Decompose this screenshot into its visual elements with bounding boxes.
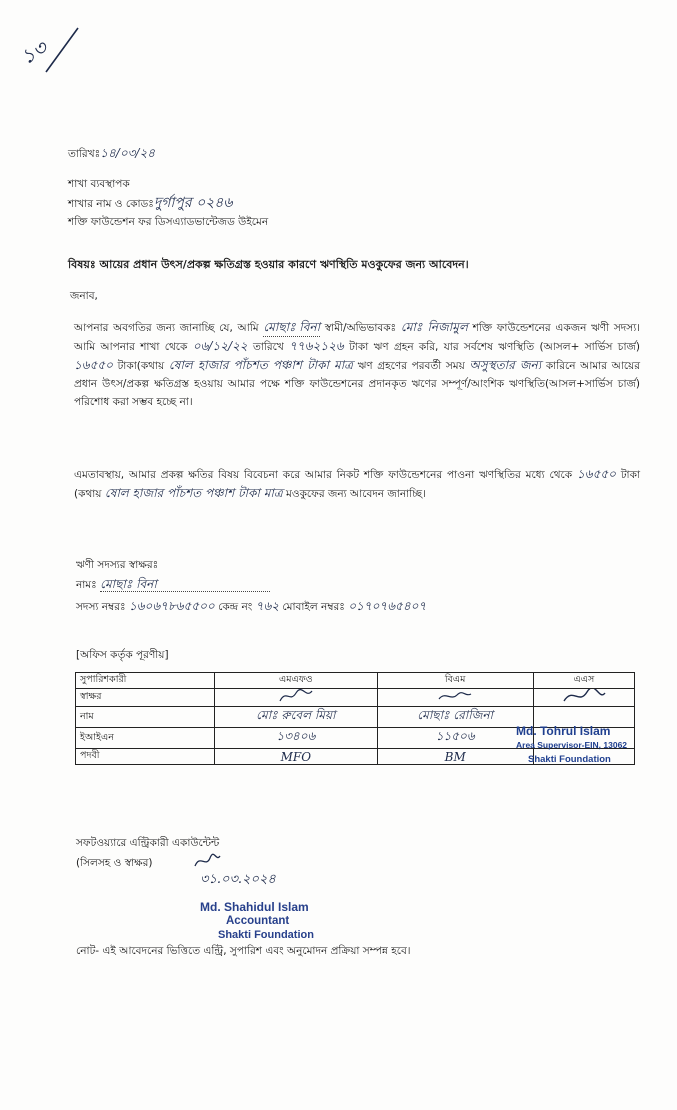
accountant-stamp-org: Shakti Foundation <box>218 929 314 941</box>
p1-text-3: শক্তি ফাউন্ডেশনের একজন ঋণী সদস্য। আমি আপনার শাখা থেকে <box>74 322 641 353</box>
accountant-date: ৩১.০৩.২০২৪ <box>200 872 276 887</box>
p1-text-8: কারিনে আমার আয়ের প্রধান উৎস/প্রকল্প ক্ষতিগ্রস্ত হওয়ায় আমার পক্ষে শক্তি ফাউন্ডেশনের প্রদানকৃত ঋণের সম্পূর্ণ/আংশিক ঋণস্থিতি(আসল+সার্ভিস চার্জ) পরিশোধ করা সম্ভব হচ্ছে না। <box>74 360 640 408</box>
branch-label: শাখার নাম ও কোডঃ <box>68 198 154 210</box>
as-signature <box>533 689 634 707</box>
borrower-signature-label: ঋণী সদস্যর স্বাক্ষরঃ <box>76 559 159 571</box>
row-label: ইআইএন <box>76 728 215 749</box>
mobile-no: ০১৭০৭৬৫৪০৭ <box>348 599 427 613</box>
balance-amount: ১৬৫৫০ <box>74 358 113 372</box>
mfo-signature <box>215 689 378 707</box>
header-recommender: সুপারিশকারী <box>76 673 215 689</box>
header-mfo: এমএফও <box>215 673 378 689</box>
signature-scribble-icon <box>276 689 316 703</box>
mfo-ein: ১৩৪০৬ <box>215 728 378 749</box>
accountant-stamp-name: Md. Shahidul Islam <box>200 900 309 914</box>
center-label: কেন্দ্র নং <box>218 601 253 613</box>
row-label: নাম <box>76 707 215 728</box>
mfo-name: মোঃ রুবেল মিয়া <box>215 707 378 728</box>
bm-ein: ১১৫০৬ <box>377 728 533 749</box>
waiver-in-words: ষোল হাজার পাঁচশত পঞ্চাশ টাকা মাত্র <box>104 486 283 500</box>
table-header-row <box>76 673 635 689</box>
as-stamp-title: Area Supervisor-EIN, 13062 <box>516 740 628 750</box>
balance-in-words: ষোল হাজার পাঁচশত পঞ্চাশ টাকা মাত্র <box>168 358 354 372</box>
waiver-amount: ১৬৫৫০ <box>576 467 616 481</box>
p1-text-2: স্বামী/অভিভাবকঃ <box>324 322 397 334</box>
member-no-label: সদস্য নম্বরঃ <box>76 601 126 613</box>
mobile-label: মোবাইল নম্বরঃ <box>282 601 345 613</box>
row-label: পদবী <box>76 749 215 765</box>
table-row-signature <box>76 689 635 707</box>
bm-name: মোছাঃ রোজিনা <box>377 707 533 728</box>
p2-text-3: মওকুফের জন্য আবেদন জানাচ্ছি। <box>286 488 426 500</box>
loan-amount: ৭৭৬২১২৬ <box>289 339 344 353</box>
borrower-name-label: নামঃ <box>76 579 97 591</box>
organization-name: শক্তি ফাউন্ডেশন ফর ডিসএ্যাডভান্টেজড উইমেন <box>68 216 269 228</box>
member-info-line <box>76 599 426 614</box>
as-stamp-org: Shakti Foundation <box>528 754 611 765</box>
row-label: স্বাক্ষর <box>76 689 215 707</box>
paragraph-main <box>74 318 640 411</box>
loan-date: ০৬/১২/২২ <box>192 339 248 353</box>
p1-text-4: তারিখে <box>252 341 284 353</box>
accountant-title: সফটওয়্যারে এন্ট্রিকারী একাউন্টেন্ট <box>76 837 220 849</box>
signature-scribble-icon <box>561 689 607 703</box>
branch-value: দুর্গাপুর ০২৪৬ <box>153 195 233 211</box>
as-stamp-name: Md. Tohrul Islam <box>516 724 611 738</box>
office-section-title: [অফিস কর্তৃক পূরণীয়] <box>76 649 169 661</box>
salutation: জনাব, <box>70 290 98 302</box>
accountant-stamp-title: Accountant <box>226 915 290 927</box>
header-as: এএস <box>533 673 634 689</box>
subject-line: বিষয়ঃ আয়ের প্রধান উৎস/প্রকল্প ক্ষতিগ্রস্ত হওয়ার কারণে ঋণস্থিতি মওকুফের জন্য আবেদন। <box>68 258 469 271</box>
header-bm: বিএম <box>377 673 533 689</box>
p1-text-5: টাকা ঋণ গ্রহন করি, যার সর্বশেষ ঋণস্থিতি (আসল+ সার্ভিস চার্জ) <box>349 341 640 353</box>
paragraph-request <box>74 465 640 503</box>
member-no: ১৬০৬৭৮৬৫৫০০ <box>128 599 215 613</box>
accountant-signature-icon <box>192 852 222 870</box>
date-label: তারিখঃ <box>68 148 101 160</box>
addressee-title: শাখা ব্যবস্থাপক <box>68 178 130 190</box>
bm-signature <box>377 689 533 707</box>
corner-stroke-icon <box>42 26 82 76</box>
p2-text-1: এমতাবস্থায়, আমার প্রকল্প ক্ষতির বিষয় বিবেচনা করে আমার নিকট শক্তি ফাউন্ডেশনের পাওনা ঋণস্থিতির মধ্যে থেকে <box>74 469 573 481</box>
center-no: ৭৬২ <box>255 599 280 613</box>
guardian-name: মোঃ নিজামুল <box>400 320 468 334</box>
applicant-name: মোছাঃ বিনা <box>263 318 320 337</box>
loss-reason: অসুস্থতার জন্য <box>469 358 542 372</box>
borrower-name: মোছাঃ বিনা <box>100 577 270 592</box>
note-line: নোট- এই আবেদনের ভিত্তিতে এন্ট্রি, সুপারিশ এবং অনুমোদন প্রক্রিয়া সম্পন্ন হবে। <box>76 945 411 957</box>
corner-mark: ১৩ <box>16 35 51 70</box>
branch-line <box>68 196 232 211</box>
bm-designation: BM <box>377 749 533 765</box>
mfo-designation: MFO <box>215 749 378 765</box>
office-recommendation-table <box>75 672 635 765</box>
p2-text-2: টাকা (কথায় <box>74 469 640 500</box>
signature-scribble-icon <box>435 689 475 703</box>
p1-text-1: আপনার অবগতির জন্য জানাচ্ছি যে, আমি <box>74 322 259 334</box>
date-value: ১৪/০৩/২৪ <box>100 146 156 160</box>
p1-text-6: টাকা(কথায় <box>117 360 165 372</box>
accountant-seal-label: (সিলসহ ও স্বাক্ষর) <box>76 857 153 869</box>
date-line <box>68 146 155 161</box>
borrower-name-line <box>76 577 270 592</box>
p1-text-7: ঋণ গ্রহণের পরবর্তী সময় <box>357 360 465 372</box>
